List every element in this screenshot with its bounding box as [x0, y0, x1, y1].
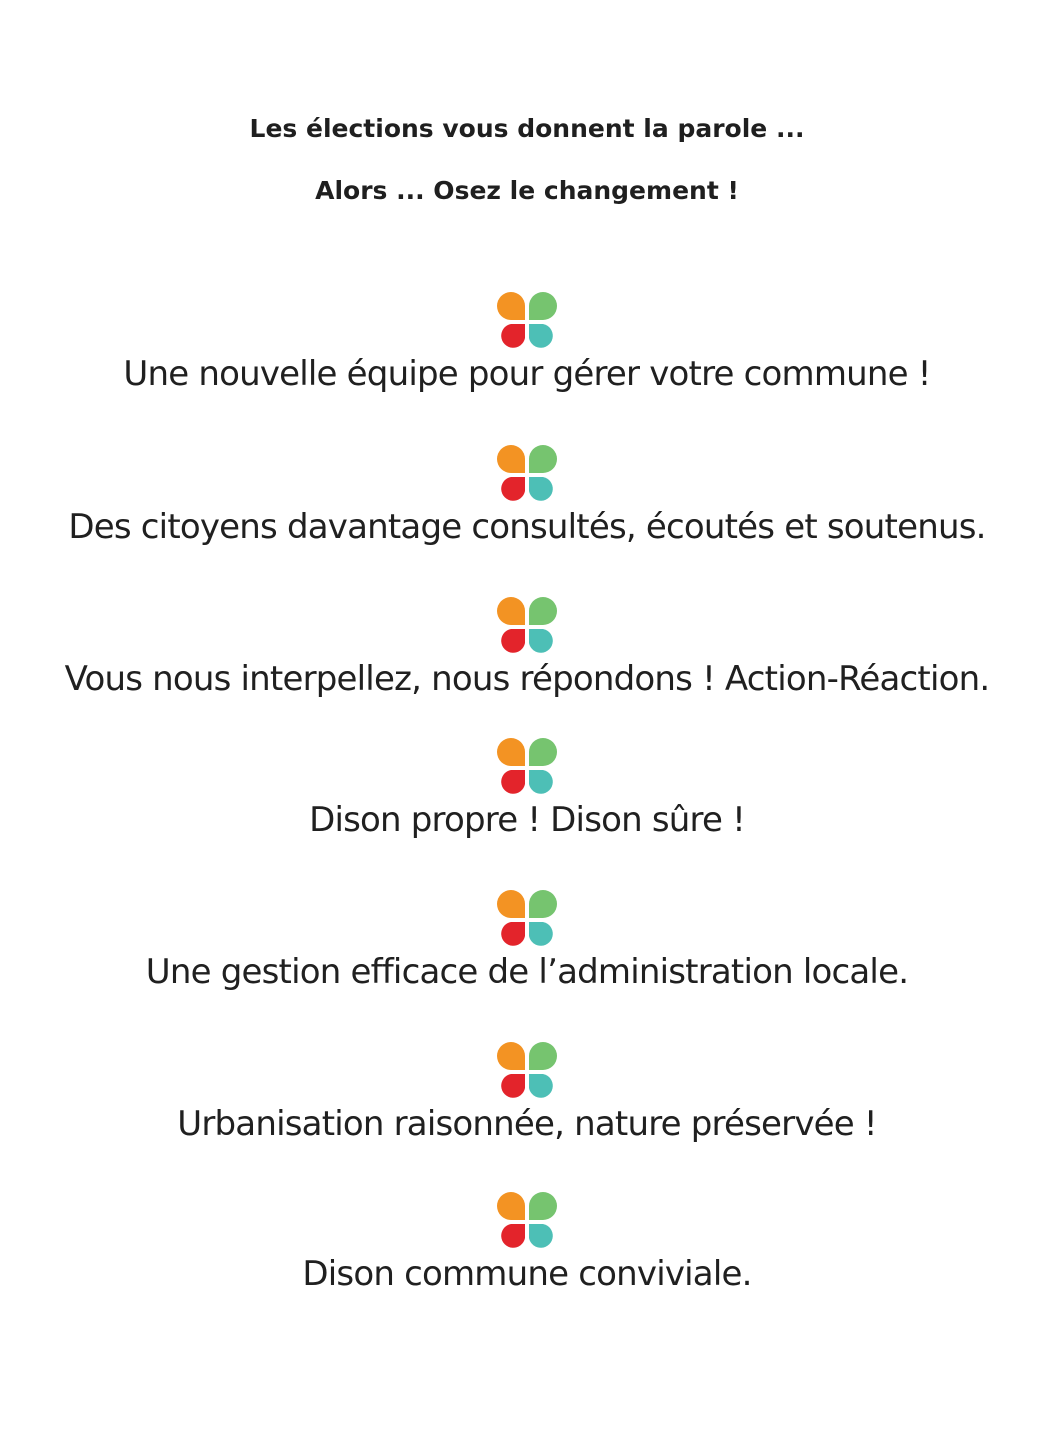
list-item: [0, 1192, 1054, 1296]
four-leaf-clover-icon: [497, 1192, 557, 1252]
list-item-text: Une nouvelle équipe pour gérer votre commune !: [123, 354, 931, 394]
four-leaf-clover-icon: [497, 738, 557, 798]
list-item: [0, 890, 1054, 994]
list-item-text: Urbanisation raisonnée, nature préservée !: [177, 1104, 877, 1144]
four-leaf-clover-icon: [497, 890, 557, 950]
headline-line-2: Alors ... Osez le changement !: [315, 176, 739, 205]
list-item-text: Des citoyens davantage consultés, écoutés et soutenus.: [68, 507, 986, 547]
list-item: [0, 1042, 1054, 1146]
list-item: [0, 597, 1054, 701]
list-item: [0, 445, 1054, 549]
four-leaf-clover-icon: [497, 1042, 557, 1102]
headline-line-1: Les élections vous donnent la parole ...: [249, 114, 805, 143]
list-item-text: Dison commune conviviale.: [302, 1254, 752, 1294]
list-item: [0, 738, 1054, 842]
list-item-text: Dison propre ! Dison sûre !: [309, 800, 745, 840]
list-item: [0, 292, 1054, 396]
four-leaf-clover-icon: [497, 292, 557, 352]
four-leaf-clover-icon: [497, 597, 557, 657]
list-item-text: Vous nous interpellez, nous répondons ! Action-Réaction.: [64, 659, 990, 699]
four-leaf-clover-icon: [497, 445, 557, 505]
list-item-text: Une gestion efficace de l’administration locale.: [145, 952, 909, 992]
